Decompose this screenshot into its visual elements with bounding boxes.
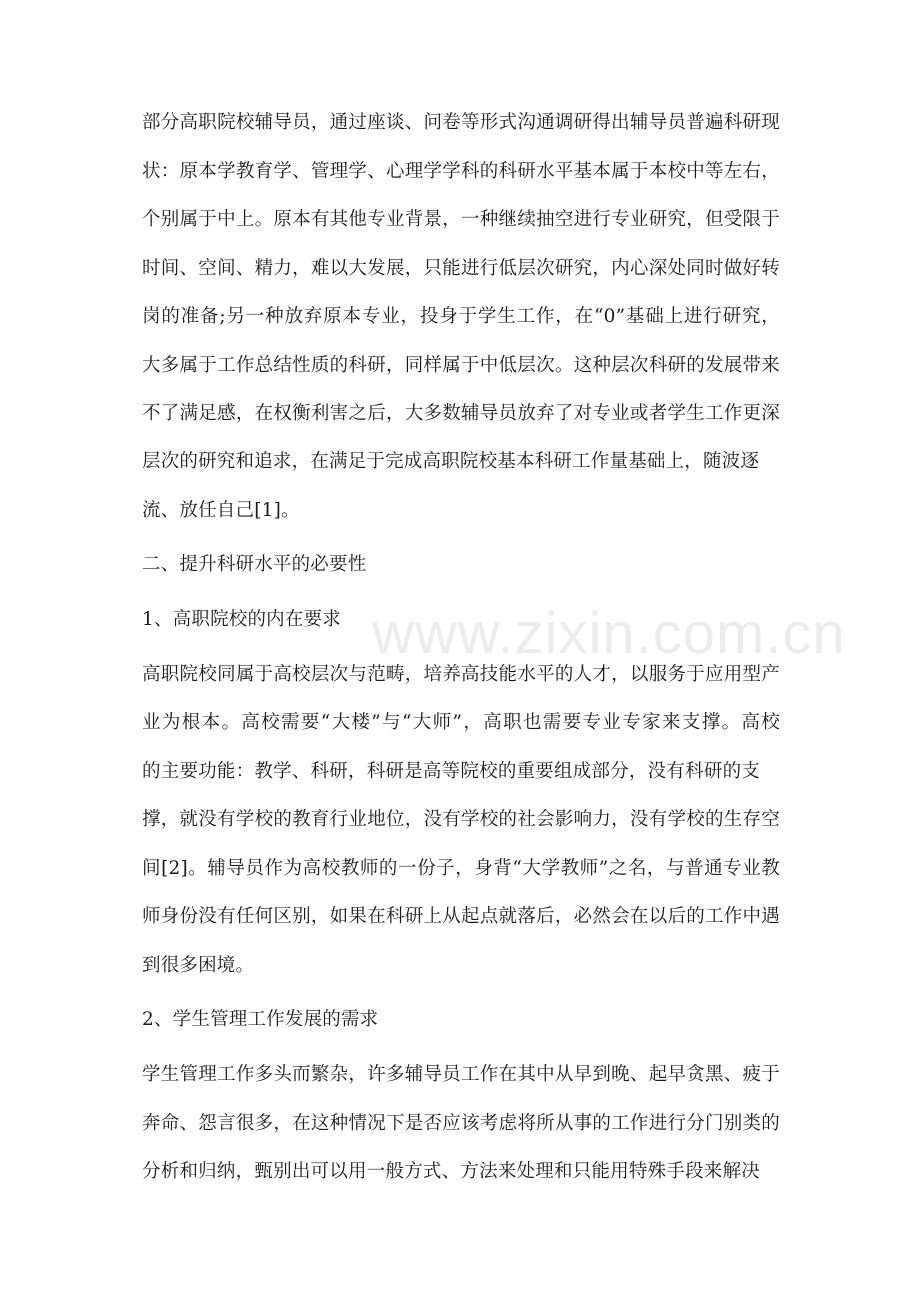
subsection-heading: 1、高职院校的内在要求 <box>142 609 341 630</box>
paragraph-line: 个别属于中上。原本有其他专业背景，一种继续抽空进行专业研究，但受限于 <box>142 209 780 230</box>
paragraph-line: 时间、空间、精力，难以大发展，只能进行低层次研究，内心深处同时做好转 <box>142 258 780 279</box>
subsection-heading: 2、学生管理工作发展的需求 <box>142 1009 379 1030</box>
paragraph-line: 学生管理工作多头而繁杂，许多辅导员工作在其中从早到晚、起早贪黑、疲于 <box>142 1064 780 1085</box>
paragraph-line: 不了满足感，在权衡利害之后，大多数辅导员放弃了对专业或者学生工作更深 <box>142 403 780 424</box>
paragraph-line: 分析和归纳，甄别出可以用一般方式、方法来处理和只能用特殊手段来解决 <box>142 1161 760 1182</box>
paragraph-line: 部分高职院校辅导员，通过座谈、问卷等形式沟通调研得出辅导员普遍科研现 <box>142 112 780 133</box>
watermark: www.zixin.com.cn <box>372 601 846 666</box>
paragraph-line: 的主要功能：教学、科研，科研是高等院校的重要组成部分，没有科研的支 <box>142 761 760 782</box>
paragraph-line: 间[2]。辅导员作为高校教师的一份子，身背“大学教师”之名，与普通专业教 <box>142 858 780 879</box>
paragraph-line: 到很多困境。 <box>142 955 255 976</box>
paragraph-line: 奔命、怨言很多，在这种情况下是否应该考虑将所从事的工作进行分门别类的 <box>142 1113 780 1134</box>
section-heading: 二、提升科研水平的必要性 <box>142 554 367 575</box>
paragraph-line: 状：原本学教育学、管理学、心理学学科的科研水平基本属于本校中等左右， <box>142 161 780 182</box>
paragraph-line: 流、放任自己[1]。 <box>142 500 300 521</box>
paragraph-line: 大多属于工作总结性质的科研，同样属于中低层次。这种层次科研的发展带来 <box>142 355 780 376</box>
paragraph-line: 业为根本。高校需要“大楼”与“大师”，高职也需要专业专家来支撑。高校 <box>142 712 780 733</box>
paragraph-line: 师身份没有任何区别，如果在科研上从起点就落后，必然会在以后的工作中遇 <box>142 906 780 927</box>
paragraph-line: 岗的准备;另一种放弃原本专业，投身于学生工作，在“0”基础上进行研究， <box>142 306 780 327</box>
paragraph-line: 层次的研究和追求，在满足于完成高职院校基本科研工作量基础上，随波逐 <box>142 451 760 472</box>
paragraph-line: 高职院校同属于高校层次与范畴，培养高技能水平的人才，以服务于应用型产 <box>142 664 780 685</box>
paragraph-line: 撑，就没有学校的教育行业地位，没有学校的社会影响力，没有学校的生存空 <box>142 809 780 830</box>
